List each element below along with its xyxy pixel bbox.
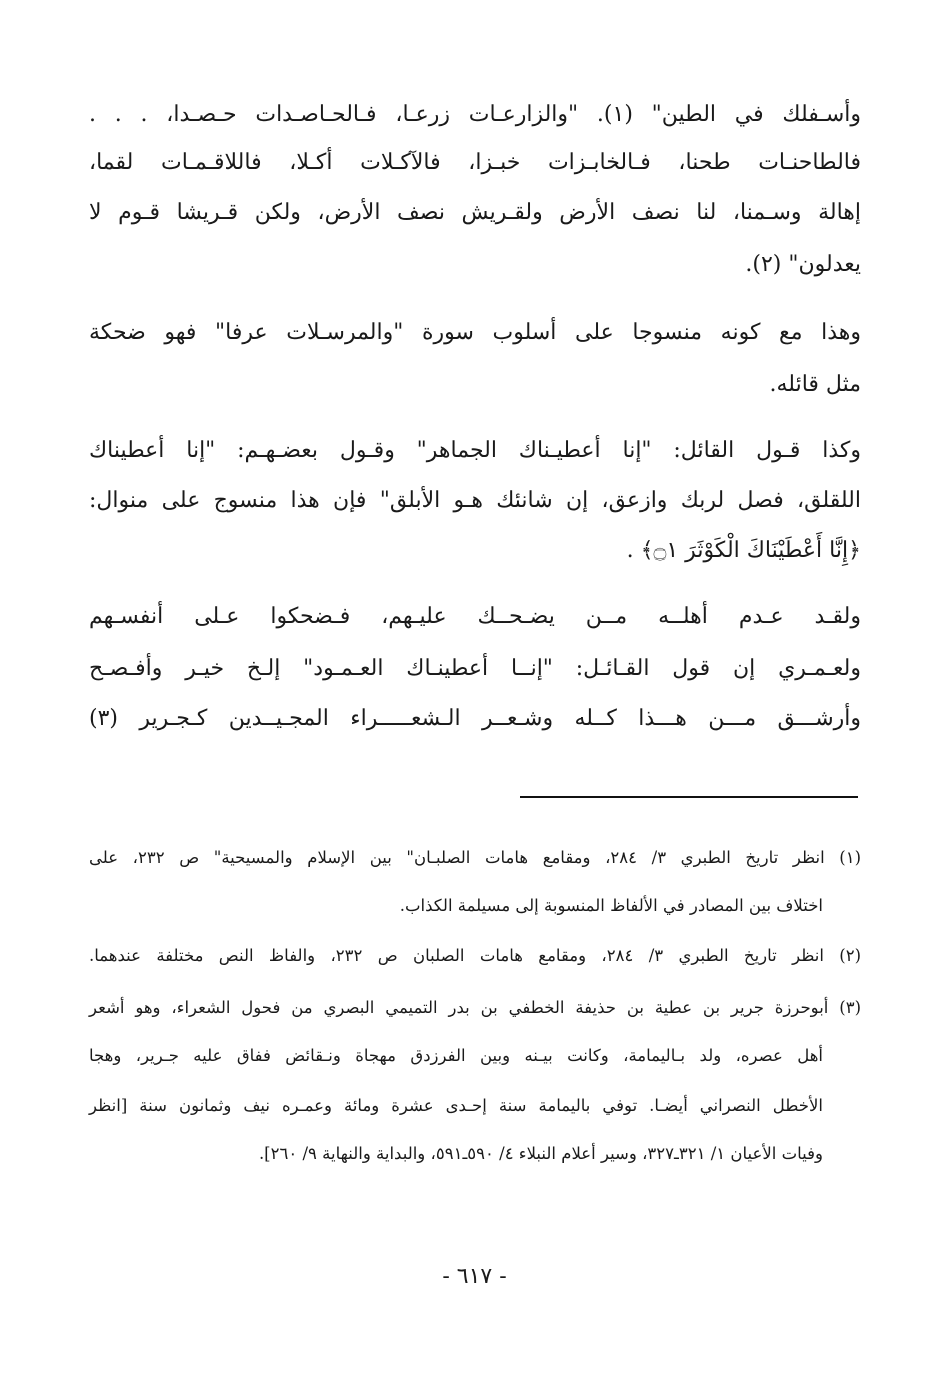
text-line-4: يعدلون" (٢). <box>745 252 861 277</box>
text-line-10: ولقـد عـدم أهلــه مــن يضـحــك عليـهم، فـضحكوا عـلى أنفسـهم <box>89 604 861 629</box>
text-line-2: فالطاحنـات طحنا، فـالخابـزات خبـزا، فالآكـلات أكـلا، فاللاقـمـات لقما، <box>89 150 861 175</box>
text-line-3: إهالة وسـمنا، لنا نصف الأرض ولقـريش نصف الأرض، ولكن قـريشا قـوم لا <box>89 200 861 225</box>
footnote-3-line-2: أهل عصره، ولد بـاليمامة، وكانت بيـنه وبين الفرزدق مهجاة ونـقائض ففاق عليه جـرير، وهجا <box>89 1046 823 1065</box>
quran-verse-line: ﴿إِنَّا أَعْطَيْنَاكَ الْكَوْثَرَ ۝١﴾ . <box>626 538 861 563</box>
footnote-1-line-1: (١) انظر تاريخ الطبري ٣/ ٢٨٤، ومقامع هامات الصلبـان" بين الإسلام والمسيحية" ص ٢٣٢، على <box>89 848 862 867</box>
footnote-2: (٢) انظر تاريخ الطبري ٣/ ٢٨٤، ومقامع هامات الصلبان ص ٢٣٢، والفاظ النص مختلفة عندهما. <box>89 946 861 965</box>
text-line-12: وأرشـــق مـــن هـــذا كــله وشـعــر الـشعـــــراء المجـيــدين كـجـرير (٣) <box>89 706 861 731</box>
footnote-3-line-1: (٣) أبوحرزة جرير بن عطية بن حذيفة الخطفي بن بدر التميمي البصري من فحول الشعراء، وهو أشعر <box>89 998 861 1017</box>
text-line-6: مثل قائله. <box>769 372 861 397</box>
text-line-11: ولعـمـري إن قول القـائـل: "إنــا أعطينـاك العـمـود" إلـخ خيـر وأفـصـح <box>89 656 861 681</box>
footnote-1-line-2: اختلاف بين المصادر في الألفاظ المنسوبة إلى مسيلمة الكذاب. <box>399 896 823 915</box>
footnote-3-line-4: وفيات الأعيان ١/ ٣٢١ـ٣٢٧، وسير أعلام النبلاء ٤/ ٥٩٠ـ٥٩١، والبداية والنهاية ٩/ ٢٦٠]. <box>258 1144 823 1163</box>
page-number: - ٦١٧ - <box>442 1264 507 1289</box>
text-line-5: وهذا مع كونه منسوجا على أسلوب سورة "والمرسـلات عرفا" فهو ضحكة <box>89 320 861 345</box>
text-line-8: اللقلق، فصل لربك وازعق، إن شانئك هـو الأبلق" فإن هذا منسوج على منوال: <box>89 488 861 513</box>
text-line-7: وكذا قـول القائل: "إنا أعطيـناك الجماهر" وقـول بعضـهـم: "إنا أعطيناك <box>89 438 862 463</box>
footnote-3-line-3: الأخطل النصراني أيضـا. توفي باليمامة سنة إحـدى عشرة ومائة وعمـره نيف وثمانون سنة [انظر <box>89 1096 823 1115</box>
text-line-1: وأسـفلك في الطين" (١). "والزارعـات زرعـا، فـالحـاصـدات حـصـدا، . . . <box>89 102 861 127</box>
footnote-separator <box>520 796 858 798</box>
